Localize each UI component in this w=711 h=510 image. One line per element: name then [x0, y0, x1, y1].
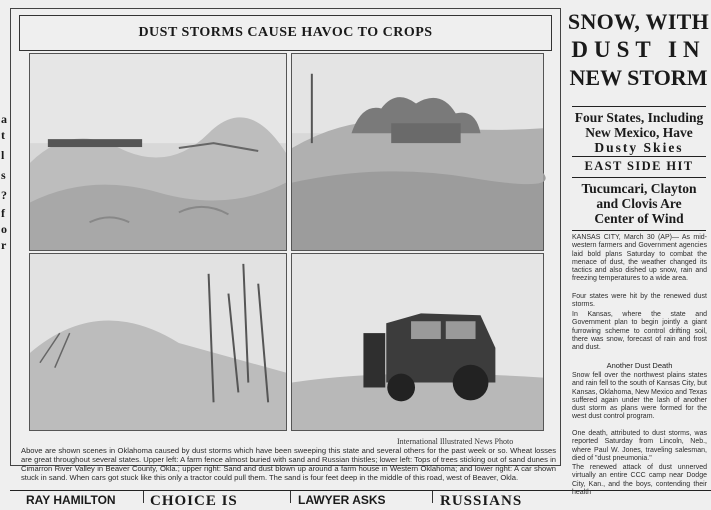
deck-2-line-2: and Clovis Are: [596, 196, 682, 211]
column-separator: [432, 491, 433, 503]
bottom-divider: [10, 490, 711, 491]
para-6: The renewed attack of dust unnerved virtually an entire CCC camp near Dodge City, Kan., and the boys, contending their health: [572, 464, 707, 496]
edge-char: o: [1, 222, 7, 236]
para-5: One death, attributed to dust storms, was reported Saturday from Lincoln, Neb., where Paul W. Jones, traveling salesman, died of "dust pneumonia.": [572, 430, 707, 462]
divider: [572, 177, 706, 178]
photo-caption: Above are shown scenes in Oklahoma caused by dust storms which have been sweeping this state and several others for the past week or so. Wheat losses are great throughout several states. Upper left: A farm fence almost buried with sand and Russian thistles; lower left: Tops of trees sticking out of sand dunes in Cimarron River Valley in Beaver County, Okla.; upper right: Sand and dust blown up around a farm house in Western Oklahoma; and lower right: A car shown stuck in sand. When cars got stuck like this only a tractor could pull them. The sand is four feet deep in the middle of this road, west of Beaver, Okla.: [21, 446, 556, 482]
divider: [572, 156, 706, 157]
para-4: Snow fell over the northwest plains states and rain fell to the south of Kansas City, but Kansas, Oklahoma, New Mexico and Texas suffered again under the lash of another dust storm as plans were formed for the west dust control program.: [572, 372, 707, 421]
edge-char: f: [1, 206, 5, 220]
left-edge-column: [0, 0, 10, 490]
edge-char: l: [1, 148, 5, 162]
photo-farm-house: [291, 53, 544, 251]
deck-2: [570, 181, 708, 226]
deck-1: [570, 110, 708, 155]
divider: [572, 230, 706, 231]
bottom-headline-3: LAWYER ASKS: [298, 493, 386, 507]
photo-feature: [10, 8, 561, 482]
deck-1-line-1: Four States, Including: [574, 110, 704, 125]
headline-line-1: SNOW, WITH: [567, 9, 710, 34]
edge-char: s: [1, 168, 6, 182]
column-separator: [290, 491, 291, 503]
sidebar-article: [566, 6, 711, 496]
photo-credit: International Illustrated News Photo: [397, 437, 514, 446]
para-2: Four states were hit by the renewed dust storms.: [572, 293, 707, 309]
feature-headline: DUST STORMS CAUSE HAVOC TO CROPS: [19, 15, 552, 51]
edge-char: t: [1, 128, 5, 142]
headline-line-3: NEW STORM: [569, 65, 708, 90]
photo-stuck-car: [291, 253, 544, 431]
para-3: In Kansas, where the state and Government plan to begin jointly a giant furrowing scheme to control drifting soil, there was snow, forecast of rain and frost and dust.: [572, 311, 707, 352]
deck-2-line-1: Tucumcari, Clayton: [581, 181, 697, 196]
deck-1-line-3: Dusty Skies: [594, 140, 684, 155]
bottom-headline-4: RUSSIANS: [440, 493, 523, 509]
photo-fence-buried: [29, 53, 287, 251]
bottom-headline-1: RAY HAMILTON: [26, 493, 116, 507]
deck-2-line-3: Center of Wind: [594, 211, 684, 226]
section-head: EAST SIDE HIT: [584, 159, 694, 173]
para-1: KANSAS CITY, March 30 (AP)— As mid-western farmers and Government agencies laid bold plans Saturday to combat the menace of dust, the weather changed its tactics and also dished up snow, rain and freezing temperatures to a wide area.: [572, 234, 707, 283]
photo-sand-dunes: [29, 253, 287, 431]
subhead-dust-death: Another Dust Death: [606, 361, 673, 370]
deck-1-line-2: New Mexico, Have: [585, 125, 693, 140]
edge-char: a: [1, 112, 7, 126]
edge-char: ?: [1, 188, 7, 202]
edge-char: r: [1, 238, 7, 252]
headline-line-2: DUST IN: [571, 37, 706, 62]
column-separator: [143, 491, 144, 503]
sidebar-headline: [566, 8, 711, 92]
bottom-headline-2: CHOICE IS: [150, 493, 238, 509]
divider: [572, 106, 706, 107]
